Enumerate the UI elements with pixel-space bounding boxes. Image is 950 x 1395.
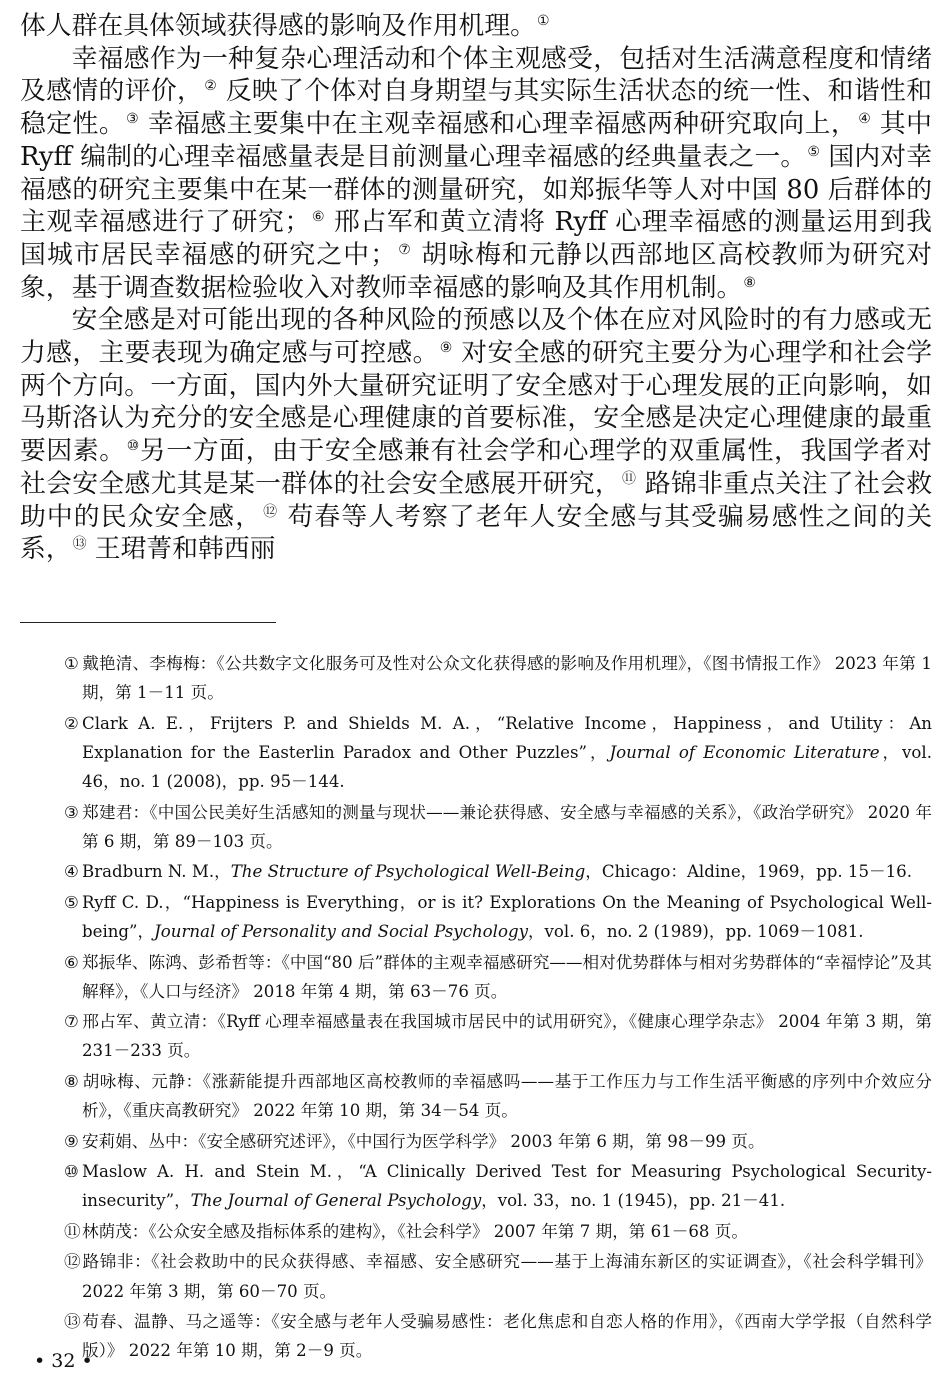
text-run: 邢占军、黄立清：《Ryff 心理幸福感量表在我国城市居民中的试用研究》，《健康心理学杂志》 2004 年第 3 期，第 231－233 页。 (82, 1012, 932, 1061)
footnote-mark: ⑬ (64, 1312, 81, 1332)
text-run: 胡咏梅和元静以西部地区高校教师为研究对象，基于调查数据检验收入对教师幸福感的影响及其作用机制。 (20, 239, 932, 303)
text-run: 其中 Ryff 编制的心理幸福感量表是目前测量心理幸福感的经典量表之一。 (20, 109, 932, 172)
text-run: 苟春等人考察了老年人安全感与其受骗易感性之间的关系， (20, 501, 933, 565)
footnote-mark: ④ (64, 862, 79, 882)
text-run: 路锦非：《社会救助中的民众获得感、幸福感、安全感研究——基于上海浦东新区的实证调查》，《社会科学辑刊》 2022 年第 3 期，第 60－70 页。 (82, 1252, 932, 1301)
footnote-mark: ③ (64, 802, 79, 822)
text-run: 郑振华、陈鸿、彭希哲等：《中国“80 后”群体的主观幸福感研究——相对优势群体与相对劣势群体的“幸福悖论”及其解释》，《人口与经济》 2018 年第 4 期，第 63－76 页。 (82, 952, 932, 1001)
footnote-mark: ⑧ (64, 1071, 79, 1091)
journal-title: Journal of Personality and Social Psychology (154, 922, 528, 942)
text-run: 戴艳清、李梅梅：《公共数字文化服务可及性对公众文化获得感的影响及作用机理》，《图书情报工作》 2023 年第 1 期，第 1－11 页。 (82, 654, 932, 703)
footnote-mark: ⑨ (64, 1131, 79, 1151)
footnote-ref: ② (204, 78, 218, 95)
text-run: ，vol. 33，no. 1 (1945)，pp. 21－41. (481, 1191, 786, 1211)
text-run: 林荫茂：《公众安全感及指标体系的建构》，《社会科学》 2007 年第 7 期，第 61－68 页。 (82, 1221, 748, 1241)
text-run: 郑建君：《中国公民美好生活感知的测量与现状——兼论获得感、安全感与幸福感的关系》，《政治学研究》 2020 年第 6 期，第 89－103 页。 (82, 802, 932, 851)
footnote (64, 709, 932, 797)
main-text (20, 10, 932, 566)
footnote (64, 1307, 932, 1365)
page-number: • 32 • (34, 1350, 93, 1372)
journal-title: Journal of Economic Literature (609, 742, 880, 762)
text-run: Bradburn N. M.， (82, 862, 231, 882)
footnote (64, 1127, 932, 1156)
paragraph (20, 304, 932, 566)
footnote-ref: ⑤ (807, 143, 821, 160)
text-run: ，vol. 6，no. 2 (1989)，pp. 1069－1081. (527, 922, 864, 942)
text-run: ，vol. 46，no. 1 (2008)，pp. 95－144. (82, 742, 933, 792)
text-run: 国内对幸福感的研究主要集中在某一群体的测量研究，如郑振华等人对中国 80 后群体的主观幸福感进行了研究； (20, 141, 932, 238)
footnote (64, 1067, 932, 1125)
text-run: 胡咏梅、元静：《涨薪能提升西部地区高校教师的幸福感吗——基于工作压力与工作生活平衡感的序列中介效应分析》，《重庆高教研究》 2022 年第 10 期，第 34－54 页。 (82, 1071, 932, 1121)
text-run: Clark A. E.，Frijters P. and Shields M. A.，“Relative Income，Happiness，and Utility：An Explanation for the Easterlin Paradox and Other Puzzles”， (82, 713, 932, 762)
footnote (64, 948, 932, 1006)
text-run: 幸福感作为一种复杂心理活动和个体主观感受，包括对生活满意程度和情绪及感情的评价， (20, 43, 932, 107)
footnote-mark: ⑩ (64, 1162, 79, 1182)
footnote-ref: ⑥ (311, 209, 326, 226)
footnote-ref: ① (536, 13, 550, 29)
footnote-ref: ④ (858, 111, 872, 128)
footnote-ref: ⑨ (439, 340, 453, 357)
footnote (64, 649, 932, 707)
text-run: 王珺菁和韩西丽 (86, 534, 276, 565)
footnote-mark: ① (64, 654, 79, 673)
text-run: ，Chicago：Aldine，1969，pp. 15－16. (585, 862, 912, 882)
footnote-mark: ⑪ (64, 1221, 81, 1241)
text-run: Ryff C. D.，“Happiness is Everything，or is it? Explorations On the Meaning of Psychological Well-being”， (82, 892, 932, 942)
text-run: 安莉娟、丛中：《安全感研究述评》，《中国行为医学科学》 2003 年第 6 期，第 98－99 页。 (82, 1131, 765, 1151)
journal-title: The Structure of Psychological Well-Being (230, 862, 586, 882)
footnote-ref: ⑩ (126, 438, 140, 455)
footnote (64, 1247, 932, 1305)
text-run: Maslow A. H. and Stein M.，“A Clinically Derived Test for Measuring Psychological Security-insecurity”， (82, 1162, 932, 1211)
footnote-ref: ⑧ (743, 274, 756, 291)
text-run: 路锦非重点关注了社会救助中的民众安全感， (20, 468, 932, 532)
footnote-ref: ⑬ (72, 536, 87, 553)
footnote (64, 798, 932, 856)
text-run: 安全感是对可能出现的各种风险的预感以及个体在应对风险时的有力感或无力感，主要表现为确定感与可控感。 (20, 305, 932, 369)
footnote-ref: ③ (126, 111, 140, 128)
text-run: 另一方面，由于安全感兼有社会学和心理学的双重属性，我国学者对社会安全感尤其是某一群体的社会安全感展开研究， (20, 436, 932, 499)
journal-title: The Journal of General Psychology (190, 1191, 482, 1211)
footnote-mark: ⑫ (64, 1252, 81, 1272)
footnote-ref: ⑫ (263, 503, 279, 520)
footnote (64, 1157, 932, 1215)
footnotes (64, 649, 932, 1367)
footnote-mark: ② (64, 713, 79, 733)
footnote (64, 1007, 932, 1065)
footnote (64, 1217, 932, 1246)
footnote-ref: ⑦ (397, 241, 412, 258)
text-run: 对安全感的研究主要分为心理学和社会学两个方向。一方面，国内外大量研究证明了安全感对于心理发展的正向影响，如马斯洛认为充分的安全感是心理健康的首要标准，安全感是决定心理健康的最重要因素。 (20, 338, 932, 467)
footnote (64, 857, 932, 886)
footnote-separator (20, 622, 276, 623)
footnote-mark: ⑤ (64, 892, 79, 912)
text-run: 幸福感主要集中在主观幸福感和心理幸福感两种研究取向上， (139, 109, 858, 140)
footnote-mark: ⑦ (64, 1012, 79, 1032)
text-run: 体人群在具体领域获得感的影响及作用机理。 (20, 11, 536, 41)
text-run: 苟春、温静、马之遥等：《安全感与老年人受骗易感性：老化焦虑和自恋人格的作用》，《西南大学学报（自然科学版）》 2022 年第 10 期，第 2－9 页。 (82, 1312, 932, 1361)
footnote (64, 888, 932, 946)
text-run: 邢占军和黄立清将 Ryff 心理幸福感的测量运用到我国城市居民幸福感的研究之中； (20, 207, 932, 270)
paragraph (20, 10, 932, 43)
paragraph (20, 43, 932, 305)
text-run: 反映了个体对自身期望与其实际生活状态的统一性、和谐性和稳定性。 (20, 76, 932, 140)
footnote-ref: ⑪ (622, 470, 637, 487)
footnote-mark: ⑥ (64, 952, 79, 972)
